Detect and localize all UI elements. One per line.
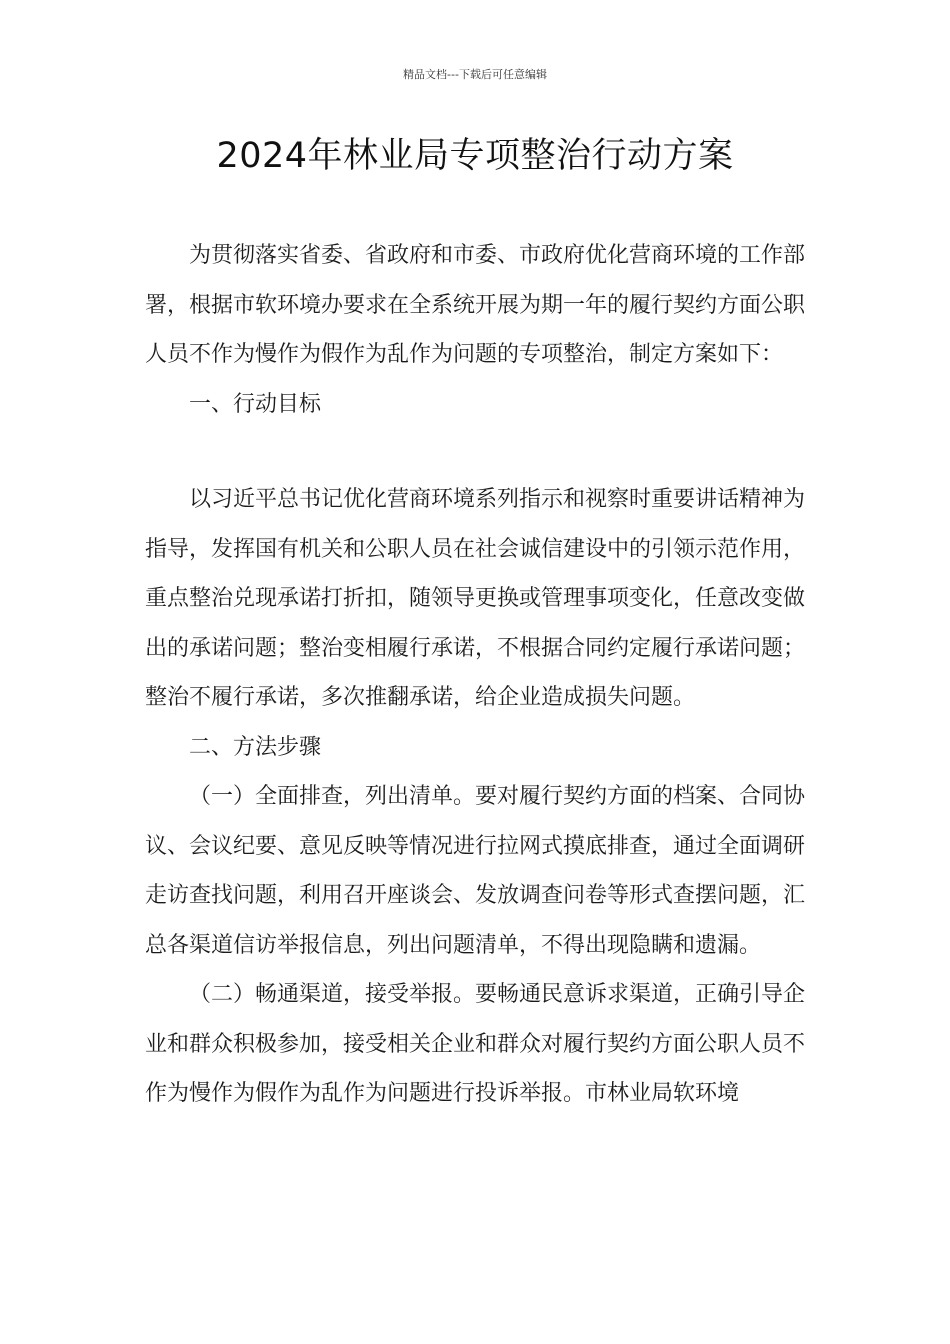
section-heading-steps: 二、方法步骤: [189, 734, 322, 760]
document-body: [145, 231, 805, 1119]
blank-line: [145, 429, 805, 475]
document-title: 2024年林业局专项整治行动方案: [216, 136, 734, 176]
paragraph-goal: 以习近平总书记优化营商环境系列指示和视察时重要讲话精神为指导，发挥国有机关和公职人员在社会诚信建设中的引领示范作用，重点整治兑现承诺打折扣，随领导更换或管理事项变化，任意改变做出的承诺问题；整治变相履行承诺，不根据合同约定履行承诺问题；整治不履行承诺，多次推翻承诺，给企业造成损失问题。: [145, 487, 806, 710]
header-note: 精品文档---下载后可任意编辑: [403, 68, 547, 81]
paragraph-step-2: （二）畅通渠道，接受举报。要畅通民意诉求渠道，正确引导企业和群众积极参加，接受相关企业和群众对履行契约方面公职人员不作为慢作为假作为乱作为问题进行投诉举报。市林业局软环境: [145, 982, 806, 1106]
section-heading-goal: 一、行动目标: [189, 391, 322, 417]
paragraph-step-1: （一）全面排查，列出清单。要对履行契约方面的档案、合同协议、会议纪要、意见反映等情况进行拉网式摸底排查，通过全面调研走访查找问题，利用召开座谈会、发放调查问卷等形式查摆问题，汇总各渠道信访举报信息，列出问题清单，不得出现隐瞒和遗漏。: [145, 784, 806, 958]
paragraph-intro: 为贯彻落实省委、省政府和市委、市政府优化营商环境的工作部署，根据市软环境办要求在全系统开展为期一年的履行契约方面公职人员不作为慢作为假作为乱作为问题的专项整治，制定方案如下：: [145, 243, 806, 367]
